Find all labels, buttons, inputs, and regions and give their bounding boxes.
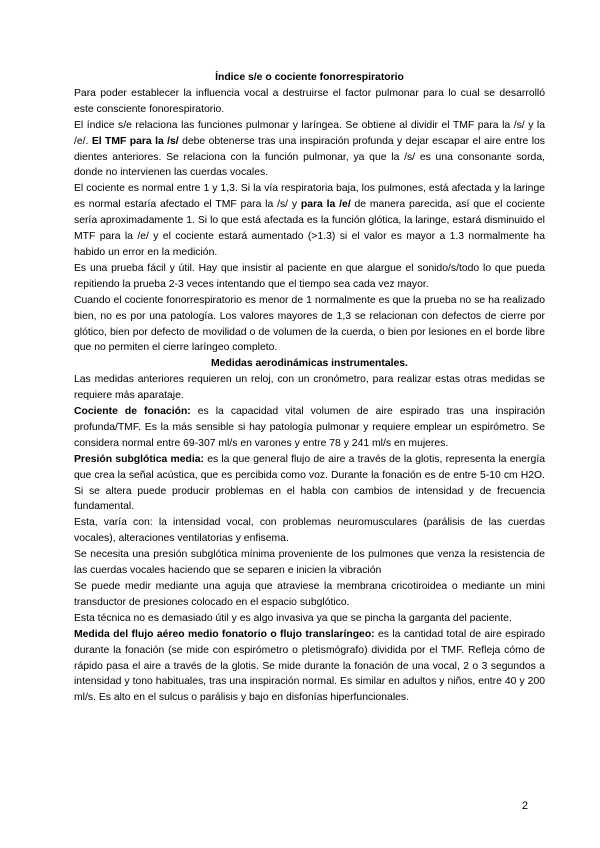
paragraph-minimum-pressure: Se necesita una presión subglótica mínima proveniente de los pulmones que venza la resistencia de las cuerdas vocales haciendo que se separen e inicien la vibración bbox=[74, 549, 545, 577]
bold-term-phonation-quotient: Cociente de fonación: bbox=[74, 406, 191, 418]
page-number: 2 bbox=[521, 800, 528, 812]
paragraph-normal-range bbox=[74, 181, 545, 261]
section-title-index: Índice s/e o cociente fonorrespiratorio bbox=[215, 72, 404, 83]
paragraph-variation: Esta, varía con: la intensidad vocal, con problemas neuromusculares (parálisis de las cuerdas vocales), alteraciones ventilatorias y enfisema. bbox=[74, 517, 545, 545]
paragraph-instrument-intro: Las medidas anteriores requieren un reloj, con un cronómetro, para realizar estas otras medidas se requiere más aparataje. bbox=[74, 374, 545, 402]
bold-term-tmf-s: El TMF para la /s/ bbox=[91, 135, 179, 147]
paragraph-subglottic-pressure bbox=[74, 452, 545, 516]
text-run: debe obtenerse tras una inspiración profunda y dejar escapar el aire entre los dientes anteriores. Se relaciona con la función pulmonar, ya que la /s/ es una consonante sorda, donde no intervienen las cuerdas vocales. bbox=[74, 135, 545, 179]
text-run: El cociente es normal entre 1 y 1,3. Si la vía respiratoria baja, los pulmones, está afectada y la laringe es normal estaría afectado el TMF para la /s/ y bbox=[74, 183, 545, 211]
section-title-aerodynamic: Medidas aerodinámicas instrumentales. bbox=[211, 358, 408, 370]
paragraph-measurement: Se puede medir mediante una aguja que atraviese la membrana cricotiroidea o mediante un mini transductor de presiones colocado en el espacio subglótico. bbox=[74, 581, 545, 608]
document-body bbox=[74, 70, 545, 706]
paragraph-test-usage: Es una prueba fácil y útil. Hay que insistir al paciente en que alargue el sonido/s/todo lo que pueda repitiendo la prueba 2-3 veces intentando que el tiempo sea cada vez mayor. bbox=[74, 262, 545, 290]
text-run: de manera parecida, así que el cociente sería aproximadamente 1. Si lo que está afectada es la función glótica, la laringe, estará disminuido el MTF para la /e/ y el cociente estará aumentado (>1.3) si el valor es mayor a 1.3 normalmente ha habido un error en la medición. bbox=[74, 199, 545, 258]
text-run: es la cantidad total de aire espirado durante la fonación (se mide con espirómetro o pletismógrafo) dividida por el TMF. Refleja cómo de rápido pasa el aire a través de la glotis. Se mide durante la fonación de una vocal, 2 o 3 segundos a intensidad y tono habituales, tras una inspiración normal. Es similar en adultos y niños, entre 40 y 200 ml/s. Es alto en el sulcus o parálisis y bajo en disfonías hiperfuncionales. bbox=[74, 628, 545, 704]
paragraph-technique: Esta técnica no es demasiado útil y es algo invasiva ya que se pincha la garganta del paciente. bbox=[74, 612, 512, 624]
paragraph-phonation-quotient bbox=[74, 404, 545, 452]
paragraph-intro: Para poder establecer la influencia vocal a destruirse el factor pulmonar para lo cual se desarrolló este consciente fonorespiratorio. bbox=[74, 87, 545, 115]
paragraph-airflow bbox=[74, 627, 545, 707]
text-run: El índice s/e relaciona las funciones pulmonar y laríngea. Se obtiene al dividir el TMF para la /s/ y la /e/. bbox=[74, 119, 545, 147]
bold-term-e: para la /e/ bbox=[300, 199, 351, 211]
text-run: es la que general flujo de aire a través de la glotis, representa la energía que crea la señal acústica, que es percibida como voz. Durante la fonación es de entre 5-10 cm H2O. Si se altera puede producir problemas en el habla con cambios de intensidad y de frecuencia fundamental. bbox=[74, 453, 545, 513]
bold-term-subglottic-pressure: Presión subglótica media: bbox=[74, 453, 204, 465]
bold-term-airflow: Medida del flujo aéreo medio fonatorio o flujo translaríngeo: bbox=[74, 628, 375, 640]
text-run: es la capacidad vital volumen de aire espirado tras una inspiración profunda/TMF. Es la más sensible si hay patología pulmonar y requiere emplear un espirómetro. Se considera normal entre 69-307 ml/s en varones y entre 78 y 241 ml/s en mujeres. bbox=[74, 406, 545, 449]
paragraph-index-definition bbox=[74, 118, 545, 182]
paragraph-interpretation: Cuando el cociente fonorrespiratorio es menor de 1 normalmente es que la prueba no se ha realizado bien, no es por una patología. Los valores mayores de 1,3 se relacionan con defectos de cierre por glótico, bien por defecto de movilidad o de volumen de la cuerda, o bien por lesiones en el borde libre que no permiten el cierre laríngeo completo. bbox=[74, 294, 545, 354]
